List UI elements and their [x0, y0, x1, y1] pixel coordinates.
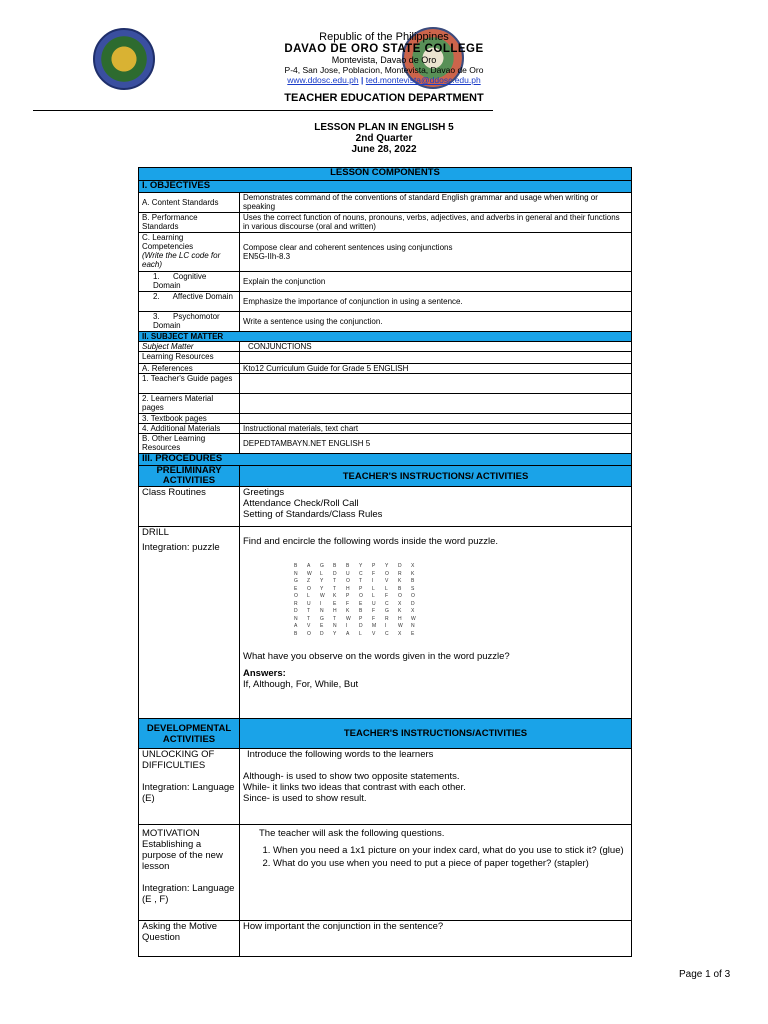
unlocking-cell [139, 749, 240, 825]
puzzle-row [294, 578, 424, 586]
header-republic: Republic of the Philippines [319, 31, 449, 43]
learning-resources-value [240, 352, 632, 364]
competencies-value [240, 233, 632, 272]
unlocking-def: While- it links two ideas that contrast with each other. [243, 782, 466, 793]
puzzle-letter: I [372, 578, 374, 584]
puzzle-letter: O [307, 585, 311, 592]
lesson-plan-table [138, 167, 632, 957]
puzzle-letter: N [333, 623, 337, 629]
puzzle-letter: Z [307, 578, 311, 584]
objectives-header: I. OBJECTIVES [139, 181, 632, 193]
puzzle-letter: M [372, 623, 377, 629]
references-label: A. References [139, 364, 240, 374]
puzzle-letter: B [294, 630, 298, 637]
puzzle-row [294, 631, 424, 639]
quarter: 2nd Quarter [355, 133, 413, 144]
competencies-label: C. Learning Competencies [142, 233, 194, 251]
puzzle-letter: D [320, 630, 324, 637]
motivation-cell [139, 825, 240, 921]
email-link[interactable]: ted.montevista@ddosc.edu.ph [365, 75, 481, 85]
puzzle-letter: I [385, 623, 387, 629]
puzzle-letter: C [385, 600, 389, 607]
motive-question: How important the conjunction in the sentence? [240, 921, 632, 957]
lesson-components-header: LESSON COMPONENTS [139, 168, 632, 181]
puzzle-letter: T [307, 608, 311, 614]
puzzle-letter: T [307, 615, 311, 622]
puzzle-letter: R [294, 600, 298, 607]
puzzle-letter: K [411, 570, 415, 577]
header-address-1: Montevista, Davao de Oro [331, 55, 437, 65]
puzzle-letter: O [398, 593, 402, 599]
puzzle-letter: U [346, 570, 350, 577]
puzzle-row [294, 601, 424, 609]
puzzle-letter: P [372, 563, 376, 569]
unlocking-intro: Introduce the following words to the learners [247, 749, 434, 760]
puzzle-letter: N [411, 623, 415, 629]
puzzle-row [294, 593, 424, 601]
puzzle-letter: C [385, 630, 389, 637]
puzzle-letter: D [398, 563, 402, 569]
content-standards-label: A. Content Standards [139, 193, 240, 213]
affective-label: 2. Affective Domain [139, 292, 240, 312]
additional-materials: Instructional materials, text chart [240, 424, 632, 434]
puzzle-letter: X [398, 600, 402, 607]
procedures-header: III. PROCEDURES [139, 454, 632, 466]
puzzle-letter: D [359, 623, 363, 629]
competencies-text: Compose clear and coherent sentences using conjunctions [243, 243, 453, 252]
puzzle-letter: D [333, 570, 337, 577]
puzzle-letter: F [346, 600, 350, 607]
puzzle-letter: O [307, 630, 311, 637]
puzzle-letter: U [372, 600, 376, 607]
motivation-label: MOTIVATION Establishing a purpose of the new lesson [142, 828, 223, 872]
puzzle-letter: O [411, 593, 415, 599]
puzzle-letter: W [398, 623, 403, 629]
motivation-content [240, 825, 632, 921]
puzzle-letter: W [411, 615, 416, 622]
puzzle-letter: U [307, 600, 311, 607]
puzzle-letter: L [359, 630, 362, 637]
puzzle-letter: B [333, 563, 337, 569]
puzzle-letter: B [411, 578, 415, 584]
puzzle-letter: C [359, 570, 363, 577]
psychomotor-label: 3. Psychomotor Domain [139, 312, 240, 332]
puzzle-letter: O [385, 570, 389, 577]
puzzle-letter: B [294, 563, 298, 569]
competencies-note: (Write the LC code for each) [142, 251, 221, 269]
performance-standards-label: B. Performance Standards [139, 213, 240, 233]
puzzle-letter: G [294, 578, 298, 584]
puzzle-letter: W [307, 570, 312, 577]
puzzle-letter: E [333, 600, 337, 607]
puzzle-letter: A [294, 623, 298, 629]
references: Kto12 Curriculum Guide for Grade 5 ENGLISH [240, 364, 632, 374]
teacher-instructions-header-2: TEACHER'S INSTRUCTIONS/ACTIVITIES [240, 719, 632, 749]
class-routines [240, 487, 632, 527]
puzzle-row [294, 616, 424, 624]
puzzle-letter: W [320, 593, 325, 599]
puzzle-letter: N [294, 570, 298, 577]
department-title: TEACHER EDUCATION DEPARTMENT [284, 92, 484, 104]
puzzle-row [294, 623, 424, 631]
cognitive-label: 1. Cognitive Domain [139, 272, 240, 292]
drill-label: DRILL [142, 527, 169, 538]
puzzle-letter: L [385, 585, 388, 592]
answers: If, Although, For, While, But [243, 679, 359, 690]
teachers-guide-value [240, 374, 632, 394]
competencies-code: EN5G-IIh-8.3 [243, 252, 291, 261]
puzzle-letter: X [398, 630, 402, 637]
header-links [0, 75, 768, 85]
puzzle-row [294, 571, 424, 579]
puzzle-letter: Y [320, 585, 324, 592]
puzzle-letter: L [320, 570, 323, 577]
psychomotor-objective: Write a sentence using the conjunction. [240, 312, 632, 332]
puzzle-letter: F [385, 593, 389, 599]
puzzle-letter: L [372, 593, 375, 599]
subject-matter: CONJUNCTIONS [240, 342, 632, 352]
puzzle-row [294, 563, 424, 571]
puzzle-letter: P [359, 585, 363, 592]
puzzle-letter: E [294, 585, 298, 592]
puzzle-letter: L [372, 585, 375, 592]
learners-material-label: 2. Learners Material pages [139, 394, 240, 414]
puzzle-letter: O [359, 593, 363, 599]
routine-item: Greetings [243, 487, 285, 498]
cognitive-objective: Explain the conjunction [240, 272, 632, 292]
puzzle-letter: Y [320, 578, 324, 584]
unlocking-label: UNLOCKING OF DIFFICULTIES [142, 749, 215, 771]
puzzle-letter: V [385, 578, 389, 584]
puzzle-letter: L [307, 593, 310, 599]
unlocking-def: Although- is used to show two opposite statements. [243, 771, 460, 782]
learners-material-value [240, 394, 632, 414]
textbook-label: 3. Textbook pages [139, 414, 240, 424]
header-college-name: DAVAO DE ORO STATE COLLEGE [284, 43, 484, 55]
subject-matter-label: Subject Matter [139, 342, 240, 352]
motivation-integration: Integration: Language (E , F) [142, 883, 235, 905]
other-resources-label: B. Other Learning Resources [139, 434, 240, 454]
puzzle-letter: P [359, 615, 363, 622]
page-number: Page 1 of 3 [679, 969, 731, 980]
puzzle-letter: K [333, 593, 337, 599]
puzzle-letter: R [385, 615, 389, 622]
puzzle-letter: N [320, 608, 324, 614]
motivation-question: 2. What do you use when you need to put a piece of paper together? (stapler) [273, 858, 628, 869]
puzzle-letter: T [333, 585, 337, 592]
unlocking-integration: Integration: Language (E) [142, 782, 235, 804]
header-address-2: P-4, San Jose, Poblacion, Montevista, Davao de Oro [284, 65, 484, 75]
puzzle-letter: S [411, 585, 415, 592]
teacher-instructions-header: TEACHER'S INSTRUCTIONS/ ACTIVITIES [240, 466, 632, 487]
word-puzzle [294, 563, 424, 638]
puzzle-letter: I [320, 600, 322, 607]
teachers-guide-label: 1. Teacher's Guide pages [139, 374, 240, 394]
puzzle-letter: B [346, 563, 350, 569]
puzzle-letter: O [294, 593, 298, 599]
puzzle-letter: Y [333, 630, 337, 637]
subject-matter-header: II. SUBJECT MATTER [139, 332, 632, 342]
puzzle-letter: E [320, 623, 324, 629]
lesson-plan-title: LESSON PLAN IN ENGLISH 5 [314, 122, 454, 133]
puzzle-letter: K [398, 608, 402, 614]
puzzle-letter: D [294, 608, 298, 614]
puzzle-letter: Y [359, 563, 363, 569]
puzzle-letter: O [346, 578, 350, 584]
puzzle-letter: T [333, 615, 337, 622]
header-divider [33, 110, 493, 111]
puzzle-letter: E [411, 630, 415, 637]
puzzle-letter: K [398, 578, 402, 584]
class-routines-label: Class Routines [139, 487, 240, 527]
drill-instruction: Find and encircle the following words inside the word puzzle. [243, 536, 499, 547]
performance-standards: Uses the correct function of nouns, pronouns, verbs, adjectives, and adverbs in general and their functions in various discourse (oral and written) [240, 213, 632, 233]
motivation-question: 1. When you need a 1x1 picture on your index card, what do you use to stick it? (glue) [273, 845, 628, 856]
puzzle-letter: F [372, 615, 376, 622]
puzzle-letter: G [320, 615, 324, 622]
puzzle-letter: R [398, 570, 402, 577]
lesson-date: June 28, 2022 [351, 144, 417, 155]
drill-question: What have you observe on the words given in the word puzzle? [243, 651, 510, 662]
puzzle-letter: B [398, 585, 402, 592]
puzzle-letter: X [411, 608, 415, 614]
answers-label: Answers: [243, 668, 286, 679]
content-standards: Demonstrates command of the conventions of standard English grammar and usage when writing or speaking [240, 193, 632, 213]
puzzle-letter: Y [385, 563, 389, 569]
learning-resources-label: Learning Resources [139, 352, 240, 364]
drill-integration: Integration: puzzle [142, 542, 220, 553]
unlocking-def: Since- is used to show result. [243, 793, 367, 804]
other-resources: DEPEDTAMBAYN.NET ENGLISH 5 [240, 434, 632, 454]
puzzle-letter: F [372, 570, 376, 577]
puzzle-letter: H [346, 585, 350, 592]
puzzle-letter: X [411, 563, 415, 569]
developmental-header: DEVELOPMENTAL ACTIVITIES [139, 719, 240, 749]
motivation-intro: The teacher will ask the following questions. [259, 828, 445, 839]
puzzle-letter: T [359, 578, 363, 584]
puzzle-row [294, 586, 424, 594]
unlocking-content [240, 749, 632, 825]
website-link[interactable]: www.ddosc.edu.ph [287, 75, 359, 85]
puzzle-letter: B [359, 608, 363, 614]
puzzle-letter: H [398, 615, 402, 622]
additional-materials-label: 4. Additional Materials [139, 424, 240, 434]
puzzle-letter: A [307, 563, 311, 569]
puzzle-letter: G [320, 563, 324, 569]
puzzle-letter: V [307, 623, 311, 629]
puzzle-letter: K [346, 608, 350, 614]
puzzle-letter: P [346, 593, 350, 599]
drill-content [240, 527, 632, 719]
routine-item: Attendance Check/Roll Call [243, 498, 359, 509]
puzzle-letter: G [385, 608, 389, 614]
puzzle-letter: F [372, 608, 376, 614]
motivation-questions [243, 845, 628, 869]
puzzle-letter: W [346, 615, 351, 622]
puzzle-letter: D [411, 600, 415, 607]
puzzle-letter: N [294, 615, 298, 622]
puzzle-row [294, 608, 424, 616]
puzzle-letter: T [333, 578, 337, 584]
drill-cell [139, 527, 240, 719]
puzzle-letter: I [346, 623, 348, 629]
puzzle-letter: H [333, 608, 337, 614]
affective-objective: Emphasize the importance of conjunction in using a sentence. [240, 292, 632, 312]
routine-item: Setting of Standards/Class Rules [243, 509, 383, 520]
preliminary-header: PRELIMINARY ACTIVITIES [139, 466, 240, 487]
puzzle-letter: E [359, 600, 363, 607]
puzzle-letter: V [372, 630, 376, 637]
link-separator: | [358, 75, 366, 85]
textbook-value [240, 414, 632, 424]
motive-question-label: Asking the Motive Question [139, 921, 240, 957]
puzzle-letter: A [346, 630, 350, 637]
competencies-cell [139, 233, 240, 272]
